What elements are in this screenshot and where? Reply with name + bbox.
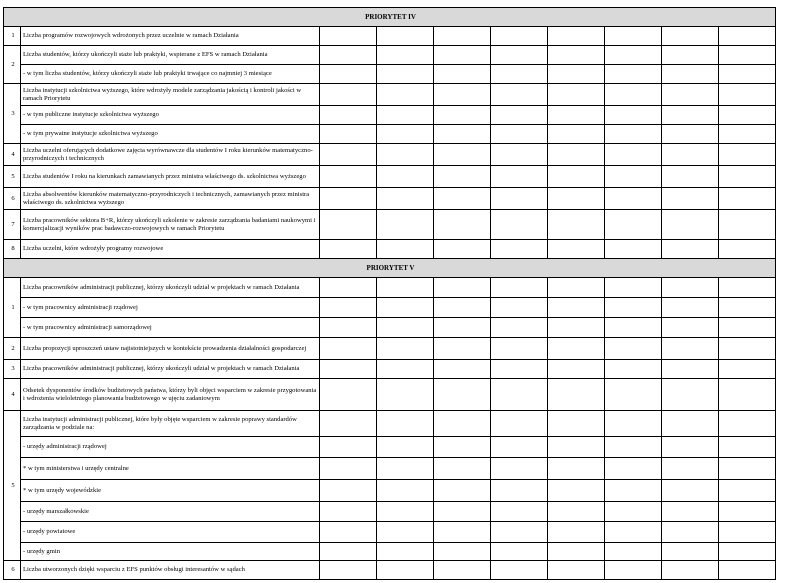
value-cell[interactable] xyxy=(662,240,719,259)
value-cell[interactable] xyxy=(662,411,719,437)
value-cell[interactable] xyxy=(719,106,776,125)
value-cell[interactable] xyxy=(662,106,719,125)
value-cell[interactable] xyxy=(491,166,548,188)
value-cell[interactable] xyxy=(320,125,377,144)
table-row xyxy=(4,188,776,210)
value-cell[interactable] xyxy=(605,84,662,106)
table-row xyxy=(4,278,776,298)
value-cell[interactable] xyxy=(320,240,377,259)
value-cell[interactable] xyxy=(548,298,605,318)
value-cell[interactable] xyxy=(377,166,434,188)
value-cell[interactable] xyxy=(434,84,491,106)
value-cell[interactable] xyxy=(377,84,434,106)
indicator-number: 8 xyxy=(4,240,21,259)
value-cell[interactable] xyxy=(605,278,662,298)
value-cell[interactable] xyxy=(434,543,491,561)
value-cell[interactable] xyxy=(719,502,776,522)
section-title: PRIORYTET V xyxy=(4,259,776,278)
value-cell[interactable] xyxy=(662,379,719,411)
indicator-label: - w tym prywatne instytucje szkolnictwa wyższego xyxy=(21,125,320,144)
value-cell[interactable] xyxy=(434,27,491,46)
value-cell[interactable] xyxy=(719,338,776,360)
value-cell[interactable] xyxy=(377,437,434,458)
value-cell[interactable] xyxy=(605,65,662,84)
value-cell[interactable] xyxy=(548,210,605,240)
indicator-number: 4 xyxy=(4,144,21,166)
value-cell[interactable] xyxy=(491,84,548,106)
value-cell[interactable] xyxy=(320,458,377,480)
value-cell[interactable] xyxy=(320,188,377,210)
value-cell[interactable] xyxy=(605,379,662,411)
value-cell[interactable] xyxy=(605,360,662,379)
value-cell[interactable] xyxy=(434,278,491,298)
value-cell[interactable] xyxy=(320,166,377,188)
value-cell[interactable] xyxy=(605,106,662,125)
value-cell[interactable] xyxy=(434,46,491,65)
value-cell[interactable] xyxy=(662,543,719,561)
value-cell[interactable] xyxy=(320,437,377,458)
value-cell[interactable] xyxy=(434,240,491,259)
value-cell[interactable] xyxy=(491,480,548,502)
table-row xyxy=(4,561,776,580)
indicator-label: Liczba studentów I roku na kierunkach zamawianych przez ministra właściwego ds. szkolnictwa wyższego xyxy=(21,166,320,188)
section-title: PRIORYTET IV xyxy=(4,8,776,27)
value-cell[interactable] xyxy=(377,458,434,480)
value-cell[interactable] xyxy=(662,278,719,298)
value-cell[interactable] xyxy=(491,210,548,240)
value-cell[interactable] xyxy=(605,338,662,360)
table-row xyxy=(4,166,776,188)
value-cell[interactable] xyxy=(377,278,434,298)
indicator-label: - w tym pracownicy administracji rządowej xyxy=(21,298,320,318)
indicator-number: 4 xyxy=(4,379,21,411)
value-cell[interactable] xyxy=(719,522,776,543)
indicator-label: Liczba pracowników sektora B+R, którzy ukończyli szkolenie w zakresie zarządzania badaniami naukowymi i komercjalizacji wyników prac badawczo-rozwojowych w ramach Priorytetu xyxy=(21,210,320,240)
value-cell[interactable] xyxy=(434,125,491,144)
value-cell[interactable] xyxy=(320,278,377,298)
value-cell[interactable] xyxy=(320,106,377,125)
value-cell[interactable] xyxy=(377,411,434,437)
value-cell[interactable] xyxy=(548,278,605,298)
value-cell[interactable] xyxy=(662,437,719,458)
value-cell[interactable] xyxy=(605,46,662,65)
value-cell[interactable] xyxy=(548,84,605,106)
value-cell[interactable] xyxy=(719,543,776,561)
value-cell[interactable] xyxy=(662,360,719,379)
value-cell[interactable] xyxy=(377,27,434,46)
indicator-label: - w tym liczba studentów, którzy ukończyli staże lub praktyki trwające co najmniej 3 miesiące xyxy=(21,65,320,84)
table-row xyxy=(4,106,776,125)
value-cell[interactable] xyxy=(548,318,605,338)
value-cell[interactable] xyxy=(605,125,662,144)
value-cell[interactable] xyxy=(491,379,548,411)
value-cell[interactable] xyxy=(719,166,776,188)
value-cell[interactable] xyxy=(434,411,491,437)
value-cell[interactable] xyxy=(434,561,491,580)
table-row xyxy=(4,338,776,360)
value-cell[interactable] xyxy=(491,502,548,522)
value-cell[interactable] xyxy=(548,360,605,379)
value-cell[interactable] xyxy=(377,210,434,240)
value-cell[interactable] xyxy=(434,502,491,522)
value-cell[interactable] xyxy=(605,210,662,240)
value-cell[interactable] xyxy=(605,458,662,480)
indicator-label: Liczba studentów, którzy ukończyli staże lub praktyki, wspierane z EFS w ramach Działania xyxy=(21,46,320,65)
value-cell[interactable] xyxy=(491,437,548,458)
value-cell[interactable] xyxy=(605,480,662,502)
value-cell[interactable] xyxy=(548,144,605,166)
value-cell[interactable] xyxy=(491,458,548,480)
value-cell[interactable] xyxy=(662,65,719,84)
value-cell[interactable] xyxy=(491,360,548,379)
indicator-number: 2 xyxy=(4,46,21,84)
table-row xyxy=(4,437,776,458)
value-cell[interactable] xyxy=(377,522,434,543)
indicator-label: Liczba instytucji administracji publicznej, które były objęte wsparciem w zakresie poprawy standardów zarządzania w podziale na: xyxy=(21,411,320,437)
section-header-row xyxy=(4,8,776,27)
value-cell[interactable] xyxy=(377,188,434,210)
value-cell[interactable] xyxy=(662,480,719,502)
value-cell[interactable] xyxy=(377,144,434,166)
value-cell[interactable] xyxy=(491,318,548,338)
table-row xyxy=(4,379,776,411)
value-cell[interactable] xyxy=(491,561,548,580)
indicator-label: - urzędy administracji rządowej xyxy=(21,437,320,458)
indicator-label: Liczba pracowników administracji publicznej, którzy ukończyli udział w projektach w ramach Działania xyxy=(21,360,320,379)
indicator-number: 1 xyxy=(4,278,21,338)
value-cell[interactable] xyxy=(491,125,548,144)
value-cell[interactable] xyxy=(605,543,662,561)
value-cell[interactable] xyxy=(434,379,491,411)
value-cell[interactable] xyxy=(662,188,719,210)
value-cell[interactable] xyxy=(377,46,434,65)
value-cell[interactable] xyxy=(491,278,548,298)
value-cell[interactable] xyxy=(605,240,662,259)
indicator-number: 3 xyxy=(4,360,21,379)
value-cell[interactable] xyxy=(719,240,776,259)
value-cell[interactable] xyxy=(719,458,776,480)
value-cell[interactable] xyxy=(434,144,491,166)
value-cell[interactable] xyxy=(320,480,377,502)
value-cell[interactable] xyxy=(662,166,719,188)
value-cell[interactable] xyxy=(377,240,434,259)
value-cell[interactable] xyxy=(377,338,434,360)
indicator-label: Liczba instytucji szkolnictwa wyższego, które wdrożyły modele zarządzania jakością i kontroli jakości w ramach Priorytetu xyxy=(21,84,320,106)
value-cell[interactable] xyxy=(719,125,776,144)
value-cell[interactable] xyxy=(320,561,377,580)
value-cell[interactable] xyxy=(719,360,776,379)
value-cell[interactable] xyxy=(434,522,491,543)
value-cell[interactable] xyxy=(377,543,434,561)
value-cell[interactable] xyxy=(719,65,776,84)
value-cell[interactable] xyxy=(548,502,605,522)
value-cell[interactable] xyxy=(548,543,605,561)
value-cell[interactable] xyxy=(491,543,548,561)
value-cell[interactable] xyxy=(548,411,605,437)
value-cell[interactable] xyxy=(320,411,377,437)
value-cell[interactable] xyxy=(605,166,662,188)
value-cell[interactable] xyxy=(548,379,605,411)
value-cell[interactable] xyxy=(377,360,434,379)
value-cell[interactable] xyxy=(719,188,776,210)
indicator-label: Liczba uczelni, które wdrożyły programy rozwojowe xyxy=(21,240,320,259)
value-cell[interactable] xyxy=(719,318,776,338)
value-cell[interactable] xyxy=(377,502,434,522)
indicator-number: 1 xyxy=(4,27,21,46)
value-cell[interactable] xyxy=(548,458,605,480)
value-cell[interactable] xyxy=(548,188,605,210)
table-row xyxy=(4,65,776,84)
value-cell[interactable] xyxy=(719,298,776,318)
value-cell[interactable] xyxy=(605,522,662,543)
table-row xyxy=(4,543,776,561)
value-cell[interactable] xyxy=(434,480,491,502)
value-cell[interactable] xyxy=(320,46,377,65)
value-cell[interactable] xyxy=(434,188,491,210)
value-cell[interactable] xyxy=(548,522,605,543)
value-cell[interactable] xyxy=(434,318,491,338)
value-cell[interactable] xyxy=(548,65,605,84)
value-cell[interactable] xyxy=(662,125,719,144)
table-row xyxy=(4,210,776,240)
value-cell[interactable] xyxy=(491,240,548,259)
value-cell[interactable] xyxy=(605,502,662,522)
indicator-label: - urzędy powiatowe xyxy=(21,522,320,543)
table-row xyxy=(4,411,776,437)
value-cell[interactable] xyxy=(320,298,377,318)
indicator-label: Liczba absolwentów kierunków matematyczno-przyrodniczych i technicznych, zamawianych przez ministra właściwego ds. szkolnictwa wyższego xyxy=(21,188,320,210)
value-cell[interactable] xyxy=(548,46,605,65)
value-cell[interactable] xyxy=(719,379,776,411)
table-row xyxy=(4,27,776,46)
value-cell[interactable] xyxy=(548,437,605,458)
indicator-label: - urzędy marszałkowskie xyxy=(21,502,320,522)
value-cell[interactable] xyxy=(434,65,491,84)
value-cell[interactable] xyxy=(548,125,605,144)
indicator-number: 7 xyxy=(4,210,21,240)
table-row xyxy=(4,458,776,480)
indicator-label: - w tym pracownicy administracji samorządowej xyxy=(21,318,320,338)
value-cell[interactable] xyxy=(320,144,377,166)
value-cell[interactable] xyxy=(491,65,548,84)
indicator-number: 3 xyxy=(4,84,21,144)
value-cell[interactable] xyxy=(377,125,434,144)
indicator-table-body xyxy=(4,8,776,580)
indicator-number: 5 xyxy=(4,411,21,561)
value-cell[interactable] xyxy=(377,379,434,411)
table-row xyxy=(4,144,776,166)
value-cell[interactable] xyxy=(719,144,776,166)
indicator-label: * w tym urzędy wojewódzkie xyxy=(21,480,320,502)
value-cell[interactable] xyxy=(377,298,434,318)
value-cell[interactable] xyxy=(320,27,377,46)
value-cell[interactable] xyxy=(605,437,662,458)
value-cell[interactable] xyxy=(491,522,548,543)
table-row xyxy=(4,502,776,522)
value-cell[interactable] xyxy=(719,46,776,65)
value-cell[interactable] xyxy=(320,84,377,106)
value-cell[interactable] xyxy=(320,522,377,543)
value-cell[interactable] xyxy=(434,338,491,360)
indicator-number: 2 xyxy=(4,338,21,360)
value-cell[interactable] xyxy=(377,561,434,580)
value-cell[interactable] xyxy=(605,561,662,580)
value-cell[interactable] xyxy=(719,480,776,502)
section-header-row xyxy=(4,259,776,278)
indicator-number: 6 xyxy=(4,561,21,580)
value-cell[interactable] xyxy=(491,338,548,360)
value-cell[interactable] xyxy=(548,561,605,580)
value-cell[interactable] xyxy=(377,318,434,338)
value-cell[interactable] xyxy=(662,84,719,106)
value-cell[interactable] xyxy=(719,27,776,46)
indicator-label: Liczba pracowników administracji publicznej, którzy ukończyli udział w projektach w ramach Działania xyxy=(21,278,320,298)
value-cell[interactable] xyxy=(719,437,776,458)
value-cell[interactable] xyxy=(662,318,719,338)
value-cell[interactable] xyxy=(320,379,377,411)
value-cell[interactable] xyxy=(662,502,719,522)
table-row xyxy=(4,522,776,543)
table-row xyxy=(4,240,776,259)
table-row xyxy=(4,480,776,502)
value-cell[interactable] xyxy=(719,411,776,437)
value-cell[interactable] xyxy=(434,166,491,188)
value-cell[interactable] xyxy=(605,144,662,166)
value-cell[interactable] xyxy=(377,106,434,125)
indicator-label: Odsetek dysponentów środków budżetowych państwa, którzy byli objęci wsparciem w zakresie przygotowania i wdrożenia wieloletniego planowania budżetowego w ujęciu zadaniowym xyxy=(21,379,320,411)
indicator-label: Liczba utworzonych dzięki wsparciu z EFS punktów obsługi interesantów w sądach xyxy=(21,561,320,580)
value-cell[interactable] xyxy=(434,210,491,240)
value-cell[interactable] xyxy=(377,65,434,84)
value-cell[interactable] xyxy=(605,411,662,437)
table-row xyxy=(4,318,776,338)
value-cell[interactable] xyxy=(434,458,491,480)
value-cell[interactable] xyxy=(320,543,377,561)
indicator-table xyxy=(3,7,776,580)
value-cell[interactable] xyxy=(605,188,662,210)
value-cell[interactable] xyxy=(320,318,377,338)
value-cell[interactable] xyxy=(719,278,776,298)
value-cell[interactable] xyxy=(491,46,548,65)
value-cell[interactable] xyxy=(491,411,548,437)
value-cell[interactable] xyxy=(548,338,605,360)
table-row xyxy=(4,360,776,379)
value-cell[interactable] xyxy=(662,561,719,580)
value-cell[interactable] xyxy=(434,360,491,379)
indicator-number: 5 xyxy=(4,166,21,188)
value-cell[interactable] xyxy=(491,106,548,125)
value-cell[interactable] xyxy=(491,144,548,166)
value-cell[interactable] xyxy=(662,27,719,46)
value-cell[interactable] xyxy=(548,240,605,259)
indicator-label: - urzędy gmin xyxy=(21,543,320,561)
indicator-label: Liczba uczelni oferujących dodatkowe zajęcia wyrównawcze dla studentów I roku kierunków matematyczno-przyrodniczych i technicznych xyxy=(21,144,320,166)
value-cell[interactable] xyxy=(548,106,605,125)
value-cell[interactable] xyxy=(662,458,719,480)
value-cell[interactable] xyxy=(434,106,491,125)
value-cell[interactable] xyxy=(605,27,662,46)
value-cell[interactable] xyxy=(548,27,605,46)
value-cell[interactable] xyxy=(605,298,662,318)
indicator-number: 6 xyxy=(4,188,21,210)
value-cell[interactable] xyxy=(605,318,662,338)
indicator-label: - w tym publiczne instytucje szkolnictwa wyższego xyxy=(21,106,320,125)
indicator-label: * w tym ministerstwa i urzędy centralne xyxy=(21,458,320,480)
value-cell[interactable] xyxy=(491,298,548,318)
value-cell[interactable] xyxy=(662,144,719,166)
value-cell[interactable] xyxy=(320,65,377,84)
value-cell[interactable] xyxy=(719,210,776,240)
table-row xyxy=(4,46,776,65)
value-cell[interactable] xyxy=(662,210,719,240)
value-cell[interactable] xyxy=(491,27,548,46)
table-row xyxy=(4,84,776,106)
value-cell[interactable] xyxy=(320,502,377,522)
value-cell[interactable] xyxy=(719,84,776,106)
value-cell[interactable] xyxy=(548,480,605,502)
value-cell[interactable] xyxy=(548,166,605,188)
value-cell[interactable] xyxy=(320,360,377,379)
indicator-label: Liczba programów rozwojowych wdrożonych przez uczelnie w ramach Działania xyxy=(21,27,320,46)
value-cell[interactable] xyxy=(434,437,491,458)
value-cell[interactable] xyxy=(320,338,377,360)
value-cell[interactable] xyxy=(662,298,719,318)
value-cell[interactable] xyxy=(662,522,719,543)
indicator-label: Liczba propozycji uproszczeń ustaw najistotniejszych w kontekście prowadzenia działalności gospodarczej xyxy=(21,338,320,360)
value-cell[interactable] xyxy=(491,188,548,210)
value-cell[interactable] xyxy=(434,298,491,318)
value-cell[interactable] xyxy=(662,46,719,65)
value-cell[interactable] xyxy=(662,338,719,360)
value-cell[interactable] xyxy=(377,480,434,502)
value-cell[interactable] xyxy=(719,561,776,580)
value-cell[interactable] xyxy=(320,210,377,240)
table-row xyxy=(4,125,776,144)
table-row xyxy=(4,298,776,318)
